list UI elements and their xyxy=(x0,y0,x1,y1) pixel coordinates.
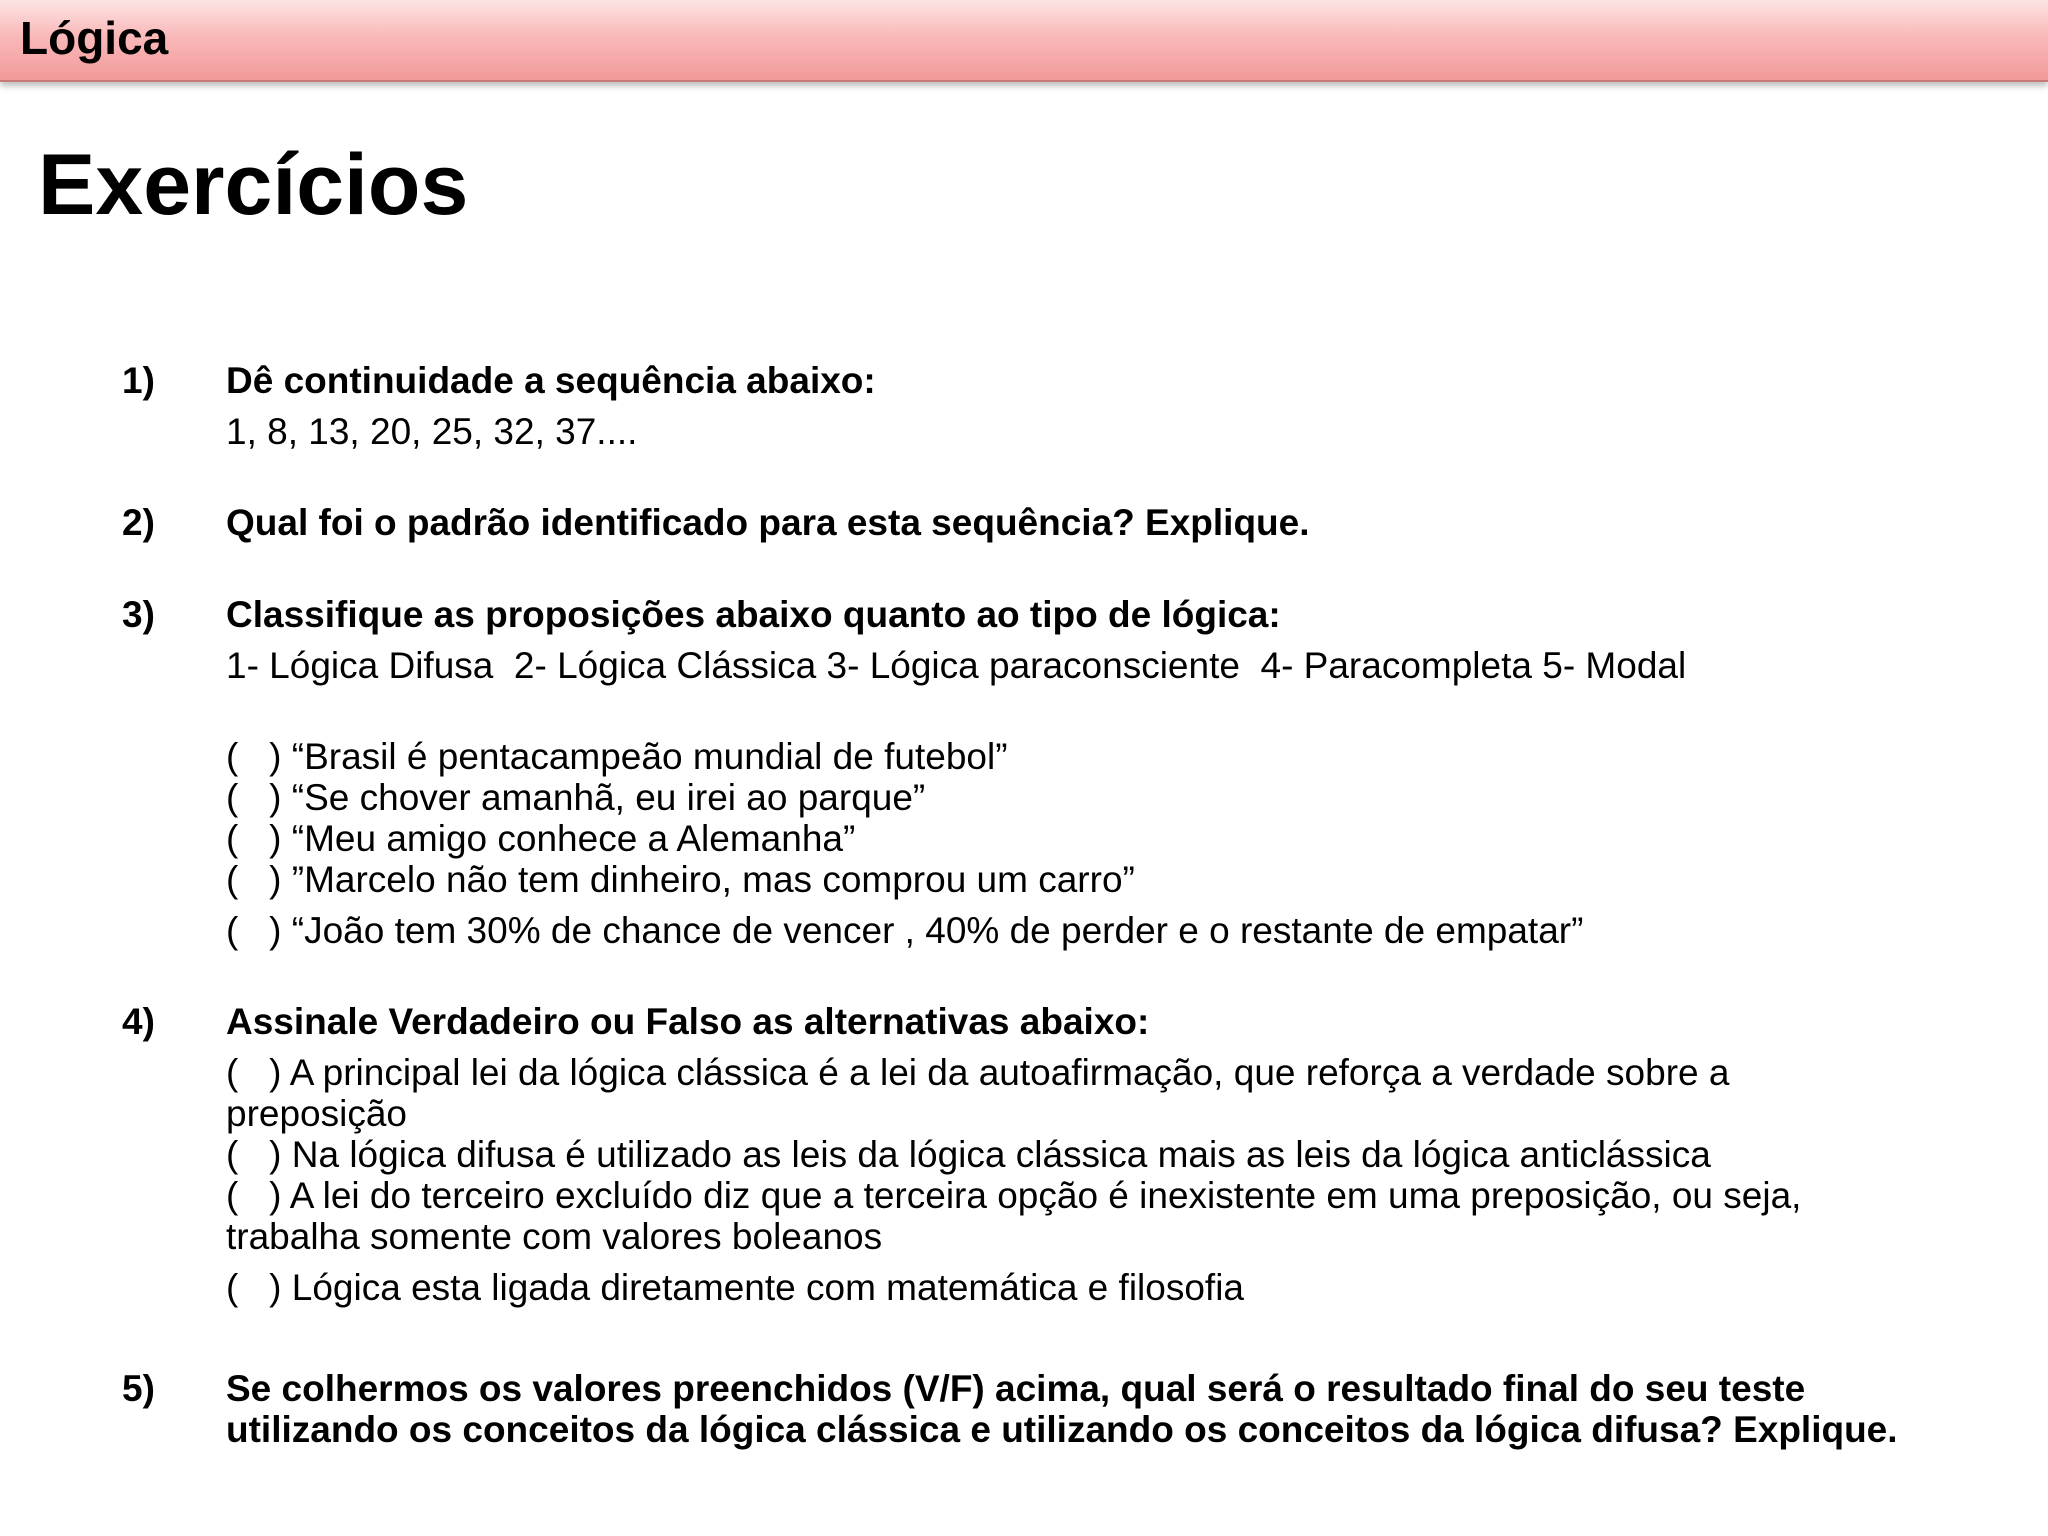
question-number: 3) xyxy=(122,594,155,635)
logic-types-legend: 1- Lógica Difusa 2- Lógica Clássica 3- Lógica paraconsciente 4- Paracompleta 5- Modal xyxy=(226,645,1687,686)
header-bar xyxy=(0,0,2048,82)
header-title: Lógica xyxy=(20,12,169,64)
question-number: 5) xyxy=(122,1368,155,1409)
question-1 xyxy=(122,360,1922,452)
true-false-item: ( ) Na lógica difusa é utilizado as leis da lógica clássica mais as leis da lógica anticlássica xyxy=(226,1134,1711,1175)
question-title: Classifique as proposições abaixo quanto ao tipo de lógica: xyxy=(226,594,1281,635)
question-number: 4) xyxy=(122,1001,155,1042)
true-false-item: ( ) A lei do terceiro excluído diz que a terceira opção é inexistente em uma preposição, ou seja, trabalha somente com valores boleanos xyxy=(226,1175,1812,1257)
question-3 xyxy=(122,594,1922,951)
proposition-item: ( ) “Meu amigo conhece a Alemanha” xyxy=(226,818,856,859)
question-2 xyxy=(122,502,1922,543)
question-4 xyxy=(122,1001,1922,1308)
exercise-list xyxy=(122,360,1922,1450)
proposition-item: ( ) “Brasil é pentacampeão mundial de futebol” xyxy=(226,736,1008,777)
question-title: Se colhermos os valores preenchidos (V/F) acima, qual será o resultado final do seu teste utilizando os conceitos da lógica clássica e utilizando os conceitos da lógica difusa? Explique. xyxy=(226,1368,1898,1450)
proposition-item: ( ) ”Marcelo não tem dinheiro, mas comprou um carro” xyxy=(226,859,1135,900)
sequence-line: 1, 8, 13, 20, 25, 32, 37.... xyxy=(226,411,638,452)
question-title: Assinale Verdadeiro ou Falso as alternativas abaixo: xyxy=(226,1001,1150,1042)
proposition-item: ( ) “Se chover amanhã, eu irei ao parque” xyxy=(226,777,926,818)
question-number: 1) xyxy=(122,360,155,401)
question-title: Dê continuidade a sequência abaixo: xyxy=(226,360,876,401)
proposition-item: ( ) “João tem 30% de chance de vencer , 40% de perder e o restante de empatar” xyxy=(226,910,1584,951)
true-false-item: ( ) Lógica esta ligada diretamente com matemática e filosofia xyxy=(226,1267,1244,1308)
question-5 xyxy=(122,1368,1922,1450)
page-title: Exercícios xyxy=(38,137,469,233)
true-false-item: ( ) A principal lei da lógica clássica é a lei da autoafirmação, que reforça a verdade sobre a preposição xyxy=(226,1052,1740,1134)
question-title: Qual foi o padrão identificado para esta sequência? Explique. xyxy=(226,502,1310,543)
question-number: 2) xyxy=(122,502,155,543)
